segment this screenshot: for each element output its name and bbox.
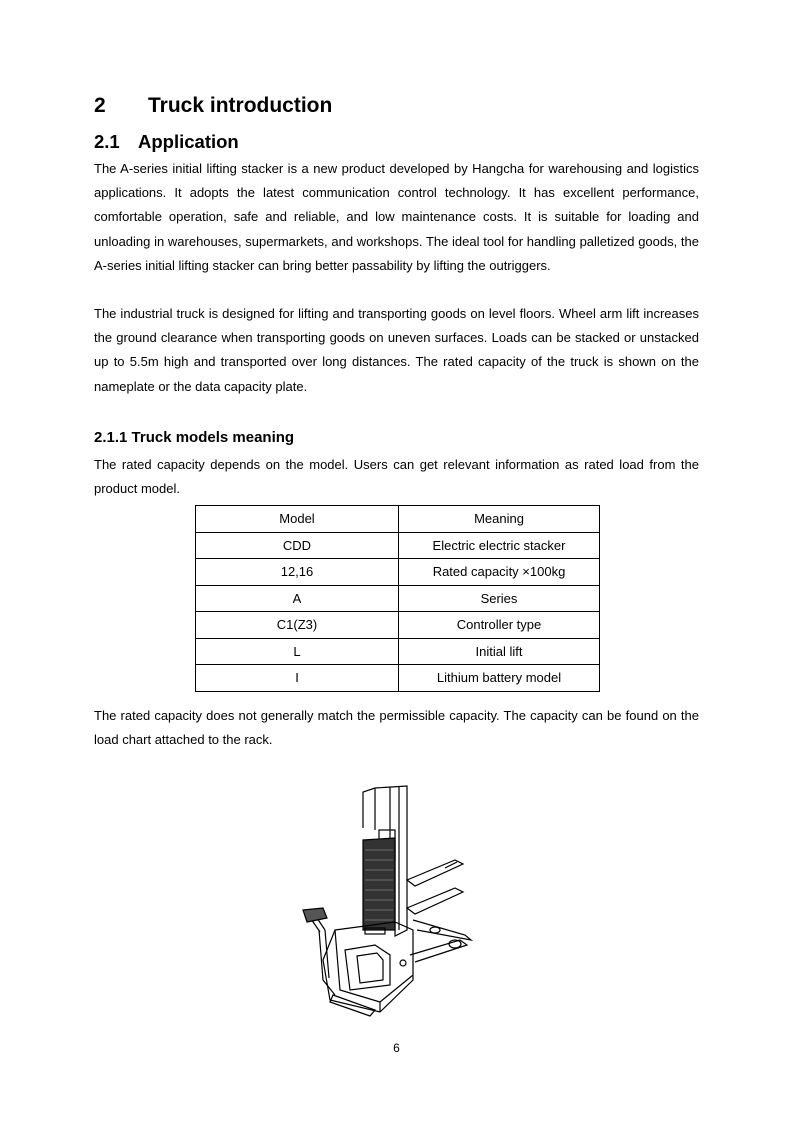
meaning-cell: Electric electric stacker bbox=[399, 532, 600, 559]
application-paragraph-2: The industrial truck is designed for lifting and transporting goods on level floors. Wheel arm lift increases the ground clearance when transporting goods on uneven surfaces. Loads can be stacked or unstacked up to 5.5m high and transported over long distances. The rated capacity of the truck is shown on the nameplate or the data capacity plate. bbox=[94, 306, 699, 394]
capacity-note-paragraph: The rated capacity does not generally match the permissible capacity. The capacity can be found on the load chart attached to the rack. bbox=[94, 708, 699, 748]
table-row bbox=[196, 638, 600, 665]
application-paragraph-1: The A-series initial lifting stacker is a new product developed by Hangcha for warehousing and logistics applications. It adopts the latest communication control technology. It has excellent performance, comfortable operation, safe and reliable, and low maintenance costs. It is suitable for loading and unloading in warehouses, supermarkets, and workshops. The ideal tool for handling palletized goods, the A-series initial lifting stacker can bring better passability by lifting the outriggers. bbox=[94, 161, 699, 273]
meaning-cell: Controller type bbox=[399, 612, 600, 639]
table-row bbox=[196, 665, 600, 692]
table-header-row bbox=[196, 506, 600, 533]
models-table bbox=[195, 505, 600, 692]
subsection-heading: 2.1 Application bbox=[94, 131, 239, 152]
model-cell: I bbox=[196, 665, 399, 692]
table-header: Model bbox=[196, 506, 399, 533]
meaning-cell: Rated capacity ×100kg bbox=[399, 559, 600, 586]
model-cell: L bbox=[196, 638, 399, 665]
section-heading: 2 Truck introduction bbox=[94, 94, 333, 117]
model-cell: C1(Z3) bbox=[196, 612, 399, 639]
models-intro-paragraph: The rated capacity depends on the model. Users can get relevant information as rated load from the product model. bbox=[94, 457, 699, 497]
meaning-cell: Lithium battery model bbox=[399, 665, 600, 692]
meaning-cell: Series bbox=[399, 585, 600, 612]
model-cell: CDD bbox=[196, 532, 399, 559]
table-header: Meaning bbox=[399, 506, 600, 533]
stacker-truck-illustration bbox=[295, 780, 475, 1025]
model-cell: A bbox=[196, 585, 399, 612]
table-row bbox=[196, 612, 600, 639]
table-row bbox=[196, 559, 600, 586]
subsubsection-heading: 2.1.1 Truck models meaning bbox=[94, 429, 295, 446]
table-row bbox=[196, 585, 600, 612]
meaning-cell: Initial lift bbox=[399, 638, 600, 665]
table-row bbox=[196, 532, 600, 559]
page-number: 6 bbox=[393, 1041, 400, 1055]
model-cell: 12,16 bbox=[196, 559, 399, 586]
